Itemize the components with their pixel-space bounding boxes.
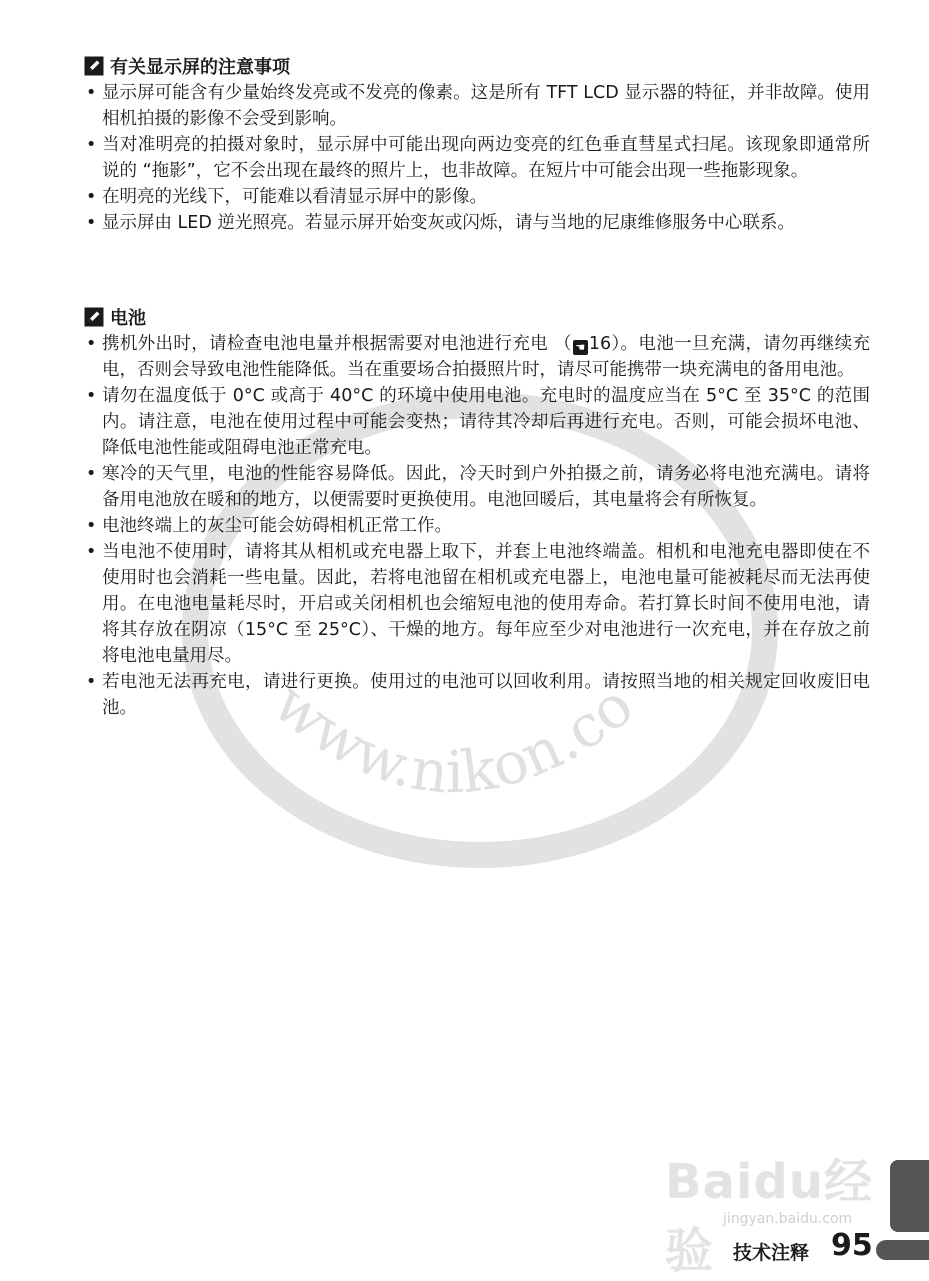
list-item (84, 383, 870, 461)
section-title: 电池 (110, 308, 146, 329)
battery-section (84, 305, 870, 721)
list-item (84, 331, 870, 383)
list-item-text: 在明亮的光线下，可能难以看清显示屏中的影像。 (102, 187, 487, 207)
page-reference-icon: ☚ (573, 340, 588, 355)
section-heading (84, 305, 870, 329)
bullet: • (86, 187, 97, 207)
list-item-text: 当电池不使用时，请将其从相机或充电器上取下，并套上电池终端盖。相机和电池充电器即使在不使用时也会消耗一些电量。因此，若将电池留在相机或充电器上，电池电量可能被耗尽而无法再使用。在电池电量耗尽时，开启或关闭相机也会缩短电池的使用寿命。若打算长时间不使用电池，请将其存放在阴凉（15°C 至 25°C）、干燥的地方。每年应至少对电池进行一次充电，并在存放之前将电池电量用尽。 (102, 542, 870, 666)
list-item (84, 461, 870, 513)
list-item-text: 携机外出时，请检查电池电量并根据需要对电池进行充电 （ (102, 334, 572, 354)
pencil-note-icon (84, 56, 104, 76)
list-item (84, 513, 870, 539)
bullet: • (86, 334, 97, 354)
list-item (84, 184, 870, 210)
bullet: • (86, 386, 97, 406)
watermark-text: www.nikon.co (260, 668, 646, 807)
list-item-text: 请勿在温度低于 0°C 或高于 40°C 的环境中使用电池。充电时的温度应当在 5°C 至 35°C 的范围内。请注意，电池在使用过程中可能会变热；请待其冷却后再进行充电。否则，可能会损坏电池、降低电池性能或阻碍电池正常充电。 (102, 386, 870, 458)
list-item-text: ）。电池一旦充满，请勿再继续充电，否则会导致电池性能降低。当在重要场合拍摄照片时，请尽可能携带一块充满电的备用电池。 (102, 334, 871, 380)
list-item (84, 669, 870, 721)
list-item (84, 80, 870, 132)
list-item-text: 当对准明亮的拍摄对象时，显示屏中可能出现向两边变亮的红色垂直彗星式扫尾。该现象即通常所说的 “拖影”，它不会出现在最终的照片上，也非故障。在短片中可能会出现一些拖影现象。 (102, 135, 870, 181)
list-item (84, 210, 870, 236)
baidu-url: jingyan.baidu.com (723, 1211, 853, 1227)
pencil-note-icon (84, 307, 104, 327)
display-notes-section (84, 54, 870, 236)
list-item-text: 寒冷的天气里，电池的性能容易降低。因此，冷天时到户外拍摄之前，请务必将电池充满电。请将备用电池放在暖和的地方，以便需要时更换使用。电池回暖后，其电量将会有所恢复。 (102, 464, 870, 510)
bullet: • (86, 516, 97, 536)
bullet-list (84, 80, 870, 236)
list-item-text: 显示屏可能含有少量始终发亮或不发亮的像素。这是所有 TFT LCD 显示器的特征，并非故障。使用相机拍摄的影像不会受到影响。 (102, 83, 870, 129)
bullet: • (86, 464, 97, 484)
bullet: • (86, 83, 97, 103)
baidu-logo: Baidu经验 (665, 1154, 873, 1279)
chapter-tab-bar (876, 1240, 929, 1260)
section-heading (84, 54, 870, 78)
footer-chapter-label: 技术注释 (733, 1242, 810, 1264)
page-reference[interactable]: 16 (588, 334, 612, 354)
bullet: • (86, 542, 97, 562)
bullet: • (86, 672, 97, 692)
bullet-list (84, 331, 870, 721)
list-item (84, 539, 870, 669)
section-title: 有关显示屏的注意事项 (110, 57, 290, 78)
chapter-tab (890, 1160, 929, 1232)
page-number: 95 (831, 1228, 873, 1263)
bullet: • (86, 213, 97, 233)
list-item-text: 若电池无法再充电，请进行更换。使用过的电池可以回收利用。请按照当地的相关规定回收废旧电池。 (102, 672, 870, 718)
bullet: • (86, 135, 97, 155)
list-item (84, 132, 870, 184)
list-item-text: 电池终端上的灰尘可能会妨碍相机正常工作。 (102, 516, 452, 536)
list-item-text: 显示屏由 LED 逆光照亮。若显示屏开始变灰或闪烁，请与当地的尼康维修服务中心联系。 (102, 213, 795, 233)
